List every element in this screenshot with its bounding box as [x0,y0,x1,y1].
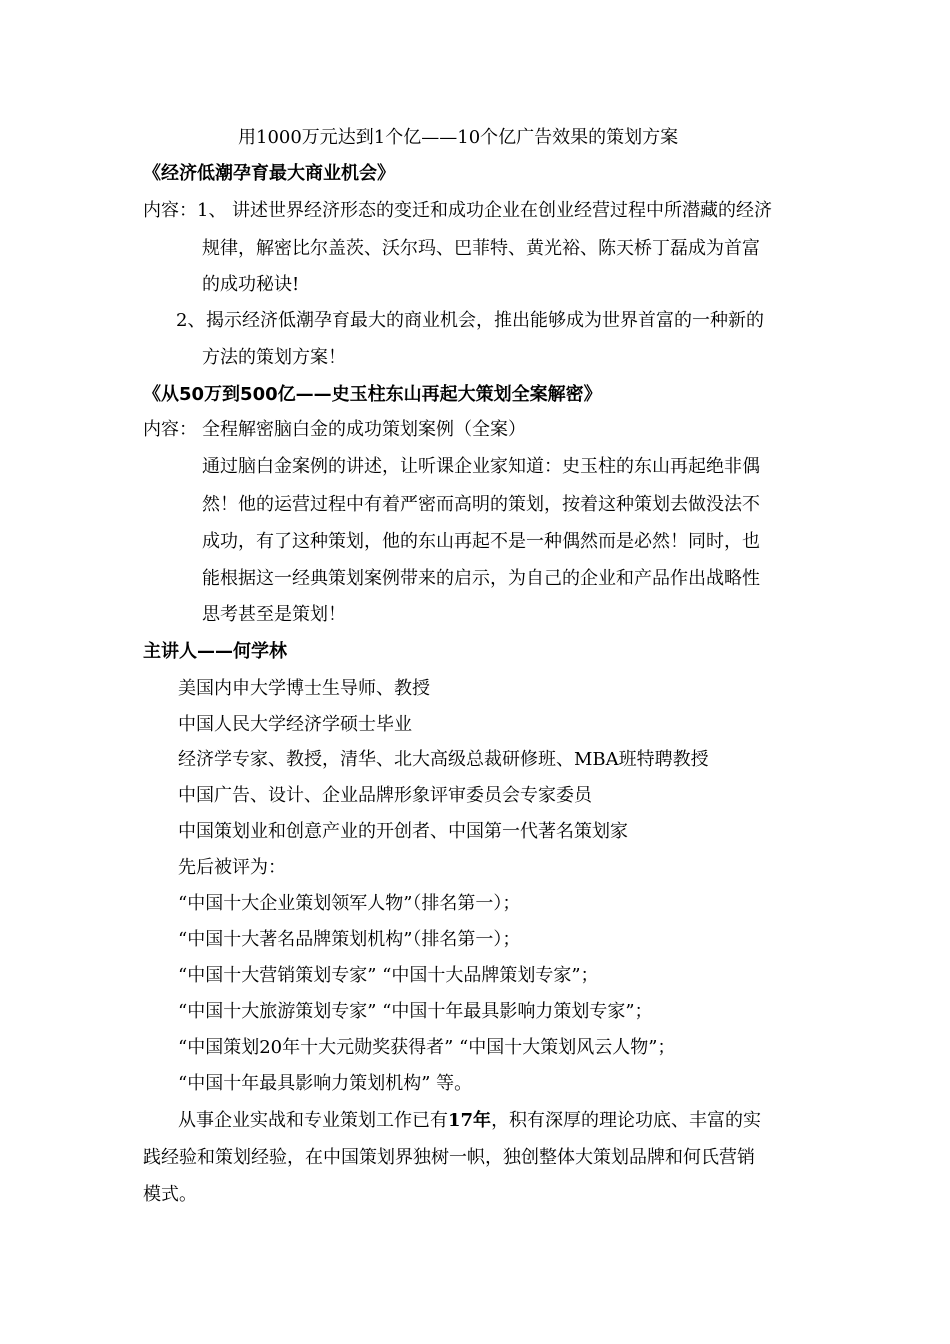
paragraph-line: 讲述世界经济形态的变迁和成功企业在创业经营过程中所潜藏的经济 [232,200,772,221]
speaker-award-line: “中国十大企业策划领军人物”（排名第一）； [178,893,521,914]
content-label: 内容： [143,419,197,440]
speaker-title-line: 先后被评为： [178,857,286,878]
paragraph-text: 从事企业实战和专业策划工作已有 [178,1110,448,1131]
paragraph-line: 方法的策划方案！ [202,347,346,368]
paragraph-line: 思考甚至是策划！ [202,604,346,625]
speaker-title-line: 中国人民大学经济学硕士毕业 [178,714,412,735]
paragraph-line: 规律，解密比尔盖茨、沃尔玛、巴菲特、黄光裕、陈天桥丁磊成为首富 [202,238,760,259]
paragraph-line: 的成功秘诀! [202,274,300,295]
speaker-award-line: “中国十大旅游策划专家” “中国十年最具影响力策划专家”； [178,1001,653,1022]
speaker-award-line: “中国十年最具影响力策划机构” 等。 [178,1073,473,1094]
list-number: 2、 [176,310,206,331]
years-highlight: 17年 [448,1110,492,1131]
paragraph-line: 能根据这一经典策划案例带来的启示，为自己的企业和产品作出战略性 [202,568,760,589]
speaker-title-line: 中国广告、设计、企业品牌形象评审委员会专家委员 [178,785,592,806]
document-title: 用1000万元达到1个亿——10个亿广告效果的策划方案 [238,127,679,148]
speaker-award-line: “中国十大著名品牌策划机构”（排名第一）； [178,929,521,950]
speaker-title-line: 美国内申大学博士生导师、教授 [178,678,430,699]
paragraph-line: 通过脑白金案例的讲述，让听课企业家知道：史玉柱的东山再起绝非偶 [202,456,760,477]
paragraph-line [178,1112,761,1130]
paragraph-line: 践经验和策划经验，在中国策划界独树一帜，独创整体大策划品牌和何氏营销 [143,1147,755,1168]
speaker-award-line: “中国策划20年十大元勋奖获得者” “中国十大策划风云人物”； [178,1037,676,1058]
content-label: 内容：1、 [143,200,227,221]
paragraph-text: ，积有深厚的理论功底、丰富的实 [491,1110,762,1131]
speaker-title-line: 经济学专家、教授，清华、北大高级总裁研修班、MBA班特聘教授 [178,749,709,770]
paragraph-line: 全程解密脑白金的成功策划案例（全案） [202,419,526,440]
paragraph-line: 成功，有了这种策划，他的东山再起不是一种偶然而是必然！同时，也 [202,531,760,552]
paragraph-line: 揭示经济低潮孕育最大的商业机会，推出能够成为世界首富的一种新的 [206,310,764,331]
speaker-title-line: 中国策划业和创意产业的开创者、中国第一代著名策划家 [178,821,628,842]
paragraph-line: 然！他的运营过程中有着严密而高明的策划，按着这种策划去做没法不 [202,494,760,515]
paragraph-line: 模式。 [143,1184,197,1205]
speaker-heading: 主讲人——何学林 [143,641,287,662]
section-heading-2: 《从50万到500亿——史玉柱东山再起大策划全案解密》 [143,384,602,405]
section-heading-1: 《经济低潮孕育最大商业机会》 [143,163,395,184]
speaker-award-line: “中国十大营销策划专家” “中国十大品牌策划专家”； [178,965,599,986]
